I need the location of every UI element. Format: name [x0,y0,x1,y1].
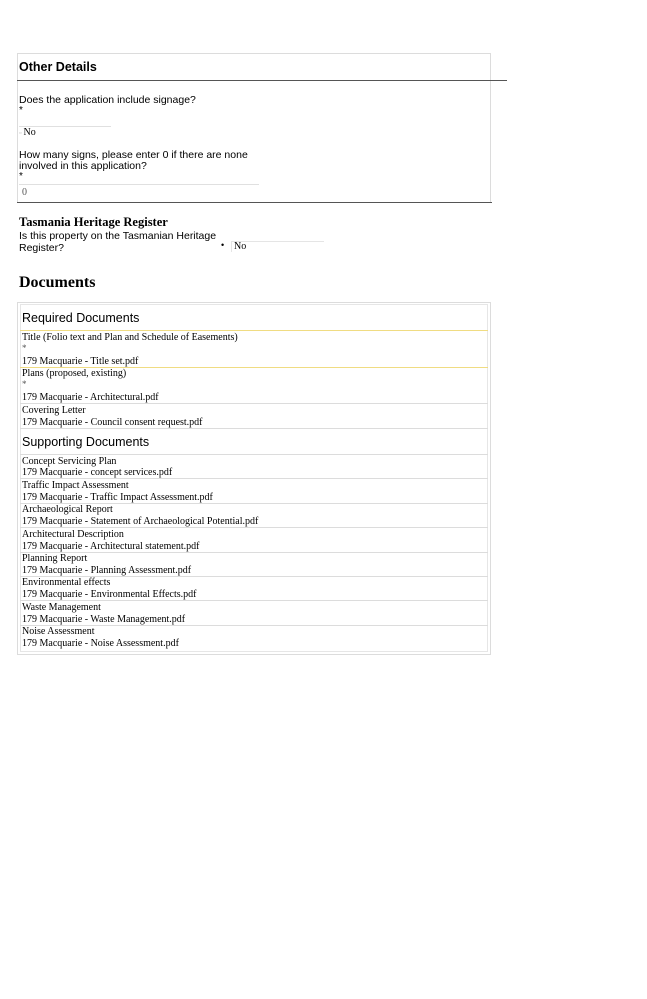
heritage-question-line1: Is this property on the Tasmanian Heritage [19,230,217,242]
row-separator [20,527,488,528]
other-details-panel [17,53,491,203]
document-file-link[interactable]: 179 Macquarie - Council consent request.pdf [22,417,203,428]
other-details-title: Other Details [19,60,97,74]
field-underline [19,184,259,185]
document-title: Waste Management [22,602,101,613]
heritage-title: Tasmania Heritage Register [19,215,168,229]
document-file-link[interactable]: 179 Macquarie - Environmental Effects.pdf [22,589,197,600]
divider [17,80,507,81]
signage-select[interactable] [19,127,36,138]
document-file-link[interactable]: 179 Macquarie - Statement of Archaeological Potential.pdf [22,516,259,527]
row-separator [20,403,488,404]
heritage-question-line2: Register? [19,242,64,254]
document-file-link[interactable]: 179 Macquarie - Planning Assessment.pdf [22,565,192,576]
row-separator [20,478,488,479]
required-marker: * [22,379,27,389]
heritage-value: No [234,241,247,252]
signage-question-label: Does the application include signage? [19,94,196,106]
signs-count-input[interactable]: 0 [22,187,27,198]
document-file-link[interactable]: 179 Macquarie - Architectural.pdf [22,392,159,403]
row-separator [20,600,488,601]
signage-value: No [23,127,36,138]
document-file-link[interactable]: 179 Macquarie - concept services.pdf [22,467,173,478]
required-marker: * [22,343,27,353]
required-marker: * [19,105,23,116]
signs-count-question-line1: How many signs, please enter 0 if there are none [19,149,248,161]
heritage-select[interactable] [231,241,324,252]
row-separator [20,428,488,429]
document-file-link[interactable]: 179 Macquarie - Noise Assessment.pdf [22,638,179,649]
document-title: Covering Letter [22,405,86,416]
document-file-link[interactable]: 179 Macquarie - Traffic Impact Assessment.pdf [22,492,213,503]
row-separator [20,454,488,455]
document-file-link[interactable]: 179 Macquarie - Waste Management.pdf [22,614,186,625]
document-title: Concept Servicing Plan [22,456,117,467]
supporting-documents-heading: Supporting Documents [22,435,150,449]
divider [17,202,492,203]
required-marker: * [19,171,23,182]
bullet-icon: • [221,240,225,250]
row-separator [20,330,488,331]
document-file-link[interactable]: 179 Macquarie - Architectural statement.pdf [22,541,200,552]
document-title: Architectural Description [22,529,124,540]
dropdown-marker-icon: ▫ [19,128,22,137]
document-title: Environmental effects [22,577,111,588]
signs-count-question-line2: involved in this application? [19,160,147,172]
document-title: Title (Folio text and Plan and Schedule of Easements) [22,332,238,343]
document-title: Plans (proposed, existing) [22,368,127,379]
document-file-link[interactable]: 179 Macquarie - Title set.pdf [22,356,139,367]
document-title: Archaeological Report [22,504,113,515]
documents-title: Documents [19,274,96,291]
row-separator [20,552,488,553]
document-title: Noise Assessment [22,626,95,637]
document-title: Traffic Impact Assessment [22,480,129,491]
required-documents-heading: Required Documents [22,311,140,325]
document-title: Planning Report [22,553,88,564]
